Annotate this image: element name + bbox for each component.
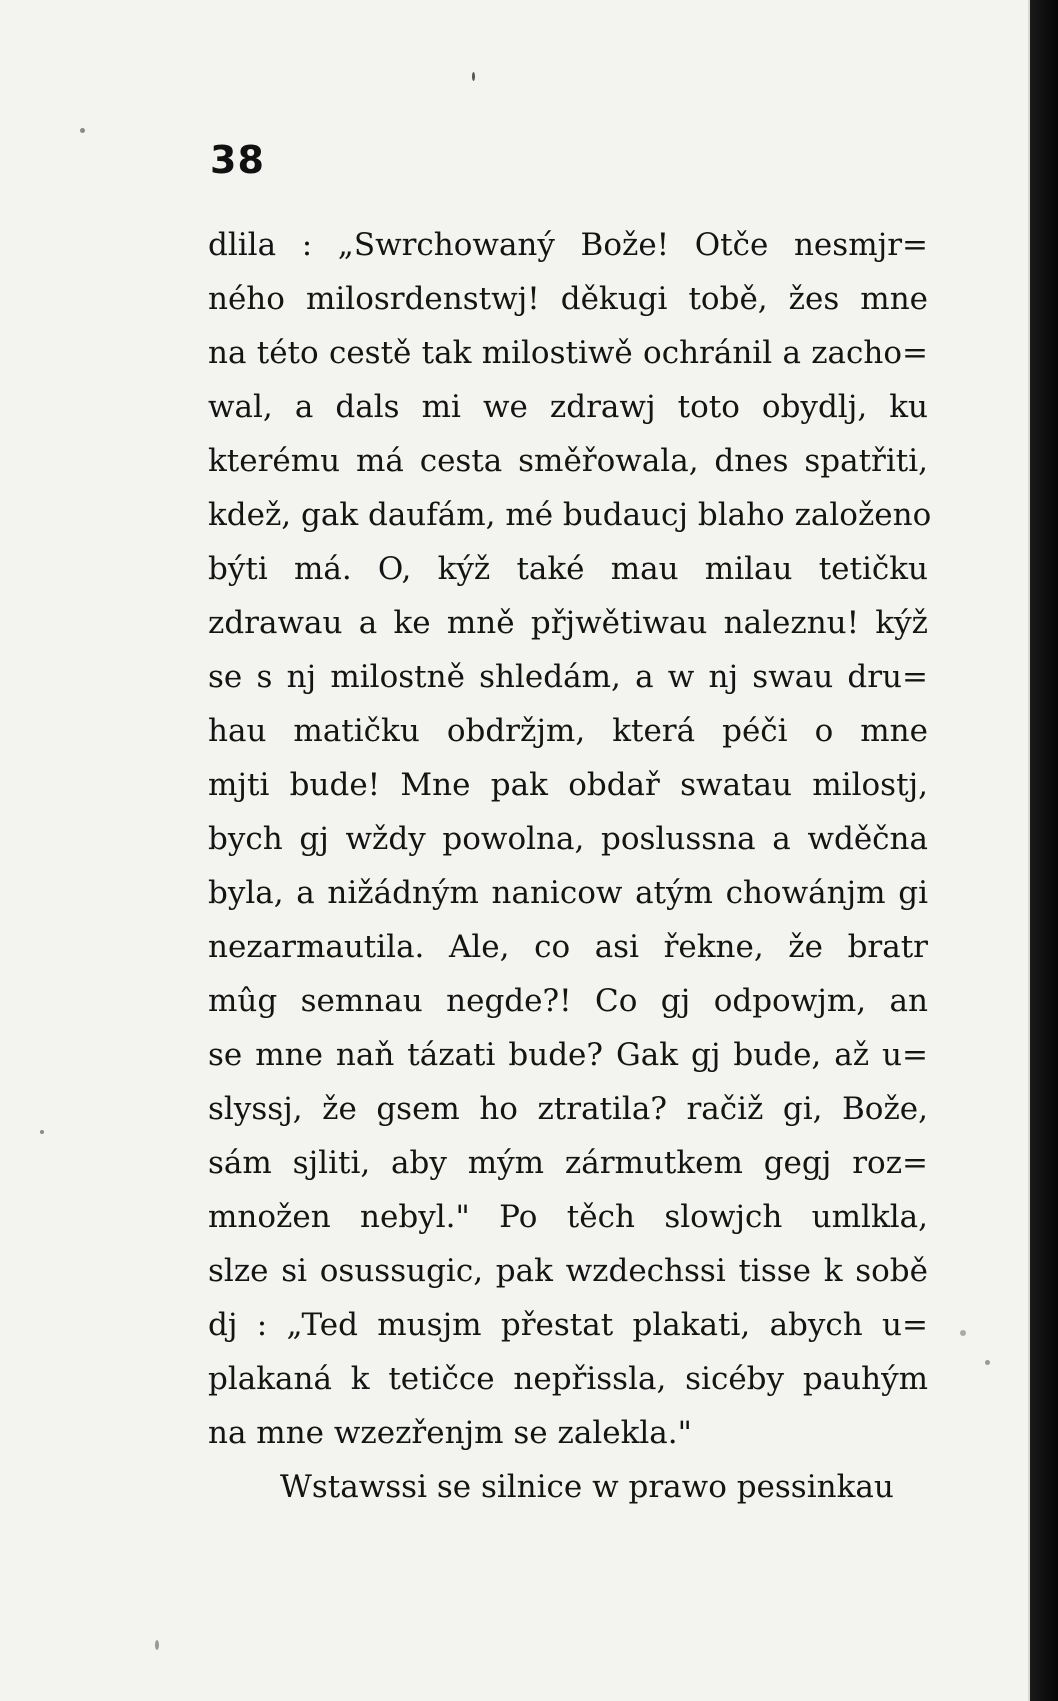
page-number: 38 — [210, 138, 265, 182]
text-line-5: kterému má cesta směřowala, dnes spatřiti, — [208, 443, 928, 479]
text-line-19: množen nebyl." Po těch slowjch umlkla, — [208, 1199, 928, 1235]
text-line-8: zdrawau a ke mně přjwětiwau naleznu! kýž — [208, 605, 928, 641]
text-line-18: sám sjliti, aby mým zármutkem gegj roz= — [208, 1145, 928, 1181]
paper-speck — [80, 128, 85, 133]
text-line-1: dlila : „Swrchowaný Bože! Otče nesmjr= — [208, 227, 928, 263]
paper-speck — [155, 1640, 159, 1650]
text-line-12: bych gj wždy powolna, poslussna a wděčna — [208, 821, 928, 857]
text-line-17: slyssj, že gsem ho ztratila? račiž gi, Bože, — [208, 1091, 928, 1127]
text-line-2: ného milosrdenstwj! děkugi tobě, žes mne — [208, 281, 928, 317]
text-line-21: dj : „Ted musjm přestat plakati, abych u= — [208, 1307, 928, 1343]
paper-speck — [40, 1130, 44, 1134]
text-line-16: se mne naň tázati bude? Gak gj bude, až u= — [208, 1037, 928, 1073]
paper-speck — [472, 72, 475, 81]
text-line-24: Wstawssi se silnice w prawo pessinkau — [280, 1469, 894, 1505]
text-line-10: hau matičku obdržjm, která péči o mne — [208, 713, 928, 749]
body-text — [208, 218, 932, 1514]
text-line-20: slze si osussugic, pak wzdechssi tisse k sobě — [208, 1253, 928, 1289]
text-line-4: wal, a dals mi we zdrawj toto obydlj, ku — [208, 389, 928, 425]
text-line-7: býti má. O, kýž také mau milau tetičku — [208, 551, 928, 587]
paper-speck — [960, 1330, 966, 1336]
text-line-15: mûg semnau negde?! Co gj odpowjm, an — [208, 983, 928, 1019]
text-line-11: mjti bude! Mne pak obdař swatau milostj, — [208, 767, 928, 803]
page-gutter — [1030, 0, 1058, 1701]
text-line-9: se s nj milostně shledám, a w nj swau dru= — [208, 659, 928, 695]
paper-speck — [985, 1360, 990, 1365]
text-line-23: na mne wzezřenjm se zalekla." — [208, 1415, 692, 1451]
text-line-6: kdež, gak daufám, mé budaucj blaho založeno — [208, 497, 932, 533]
text-line-22: plakaná k tetičce nepřissla, sicéby pauhým — [208, 1361, 928, 1397]
text-line-13: byla, a nižádným nanicow atým chowánjm gi — [208, 875, 928, 911]
text-line-14: nezarmautila. Ale, co asi řekne, že bratr — [208, 929, 928, 965]
text-line-3: na této cestě tak milostiwě ochránil a zacho= — [208, 335, 928, 371]
